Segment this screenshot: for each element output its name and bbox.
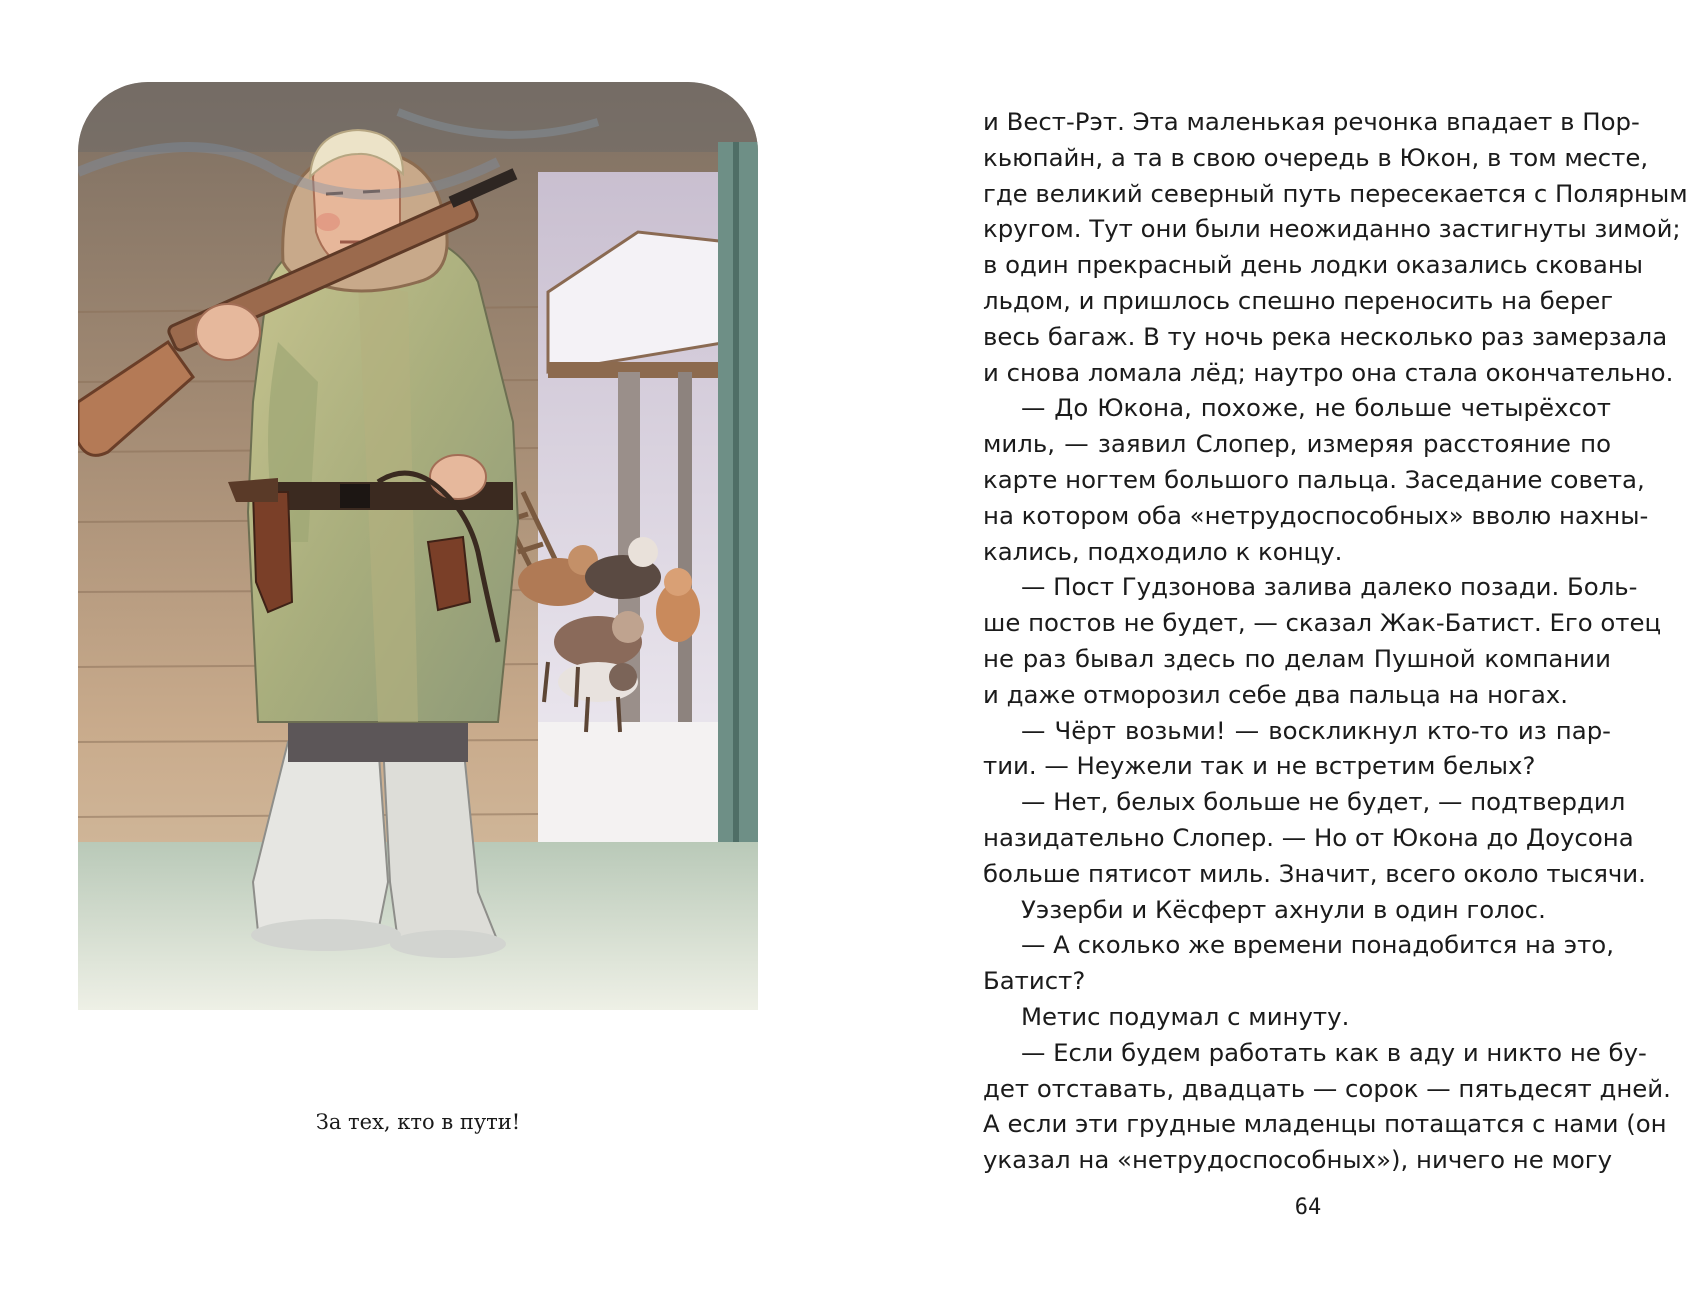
text-line: тии. — Неужели так и не встретим белых? <box>983 751 1536 781</box>
text-line: — Пост Гудзонова залива далеко позади. Боль- <box>1021 572 1638 602</box>
text-line: Уэзерби и Кёсферт ахнули в один голос. <box>1021 894 1546 924</box>
text-line: — До Юкона, похоже, не больше четырёхсот <box>1021 393 1611 423</box>
text-line: весь багаж. В ту ночь река несколько раз замерзала <box>983 321 1668 351</box>
text-line: дет отставать, двадцать — сорок — пятьдесят дней. <box>983 1073 1671 1103</box>
text-line: карте ногтем большого пальца. Заседание совета, <box>983 464 1645 494</box>
text-line: и снова ломала лёд; наутро она стала окончательно. <box>983 357 1674 387</box>
body-text <box>983 104 1688 1178</box>
text-line: в один прекрасный день лодки оказались скованы <box>983 250 1644 280</box>
text-line: миль, — заявил Слопер, измеряя расстояние по <box>983 429 1611 459</box>
text-line: больше пятисот миль. Значит, всего около тысячи. <box>983 858 1646 888</box>
text-line: кались, подходило к концу. <box>983 536 1343 566</box>
text-line: Метис подумал с минуту. <box>1021 1001 1350 1031</box>
text-line: Батист? <box>983 966 1086 996</box>
text-line: ше постов не будет, — сказал Жак-Батист. Его отец <box>983 608 1662 638</box>
text-line: не раз бывал здесь по делам Пушной компании <box>983 643 1611 673</box>
text-line: и даже отморозил себе два пальца на ногах. <box>983 679 1568 709</box>
text-line: кругом. Тут они были неожиданно застигнуты зимой; <box>983 214 1681 244</box>
hand-at-belt <box>430 455 486 499</box>
text-line: назидательно Слопер. — Но от Юкона до Доусона <box>983 822 1634 852</box>
text-line: — Если будем работать как в аду и никто не бу- <box>1021 1037 1647 1067</box>
page-number: 64 <box>1294 1195 1322 1220</box>
hand-on-rifle <box>196 304 260 360</box>
illustration-caption: За тех, кто в пути! <box>315 1110 521 1134</box>
text-line: указал на «нетрудоспособных»), ничего не могу <box>983 1145 1613 1175</box>
text-line: А если эти грудные младенцы потащатся с нами (он <box>983 1109 1667 1139</box>
text-line: и Вест-Рэт. Эта маленькая речонка впадает в Пор- <box>983 107 1640 136</box>
illustration-man-with-rifle <box>78 82 758 1010</box>
text-line: на котором оба «нетрудоспособных» вволю нахны- <box>983 500 1649 530</box>
watercolor-illustration <box>78 82 758 1010</box>
text-line: льдом, и пришлось спешно переносить на берег <box>983 285 1614 315</box>
text-line: где великий северный путь пересекается с Полярным <box>983 178 1688 208</box>
text-line: — А сколько же времени понадобится на это, <box>1021 930 1614 960</box>
text-line: кьюпайн, а та в свою очередь в Юкон, в том месте, <box>983 142 1649 172</box>
text-line: — Нет, белых больше не будет, — подтвердил <box>1021 787 1626 817</box>
text-line: — Чёрт возьми! — воскликнул кто-то из пар- <box>1021 715 1611 745</box>
